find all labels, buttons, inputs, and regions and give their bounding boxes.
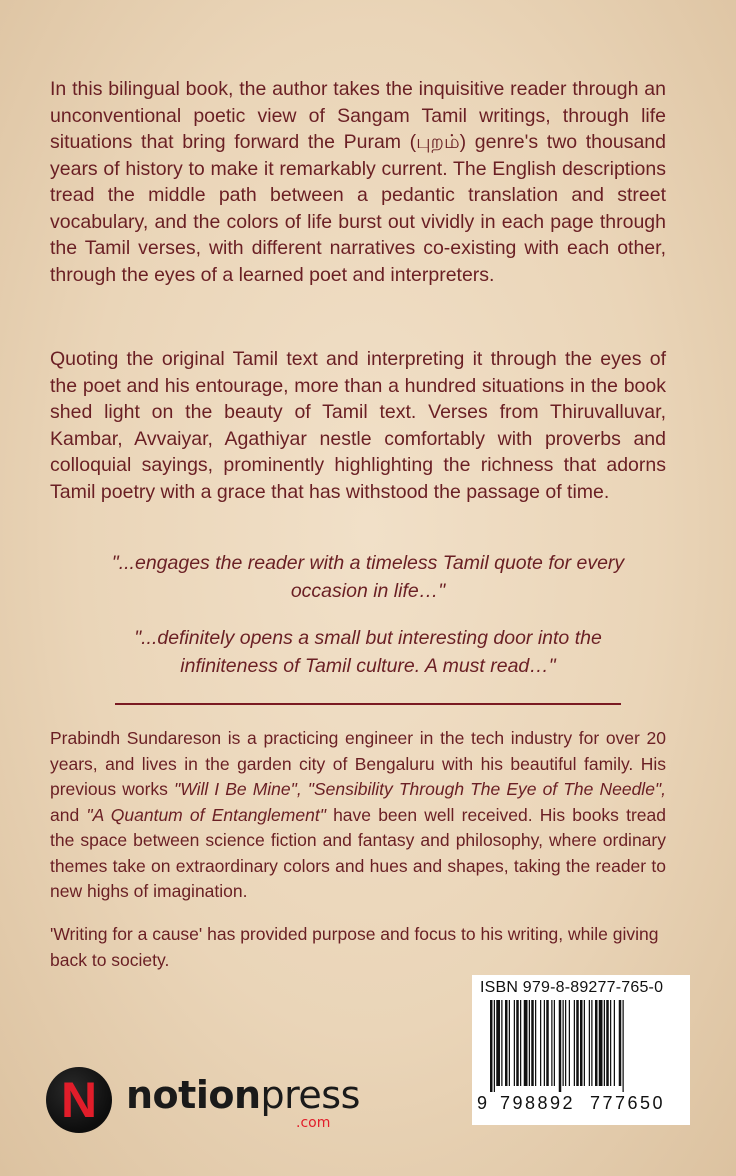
synopsis-paragraph-1: In this bilingual book, the author takes the inquisitive reader through an unconventional poetic view of Sangam Tamil writings, through life situations that bring forward the Puram (புறம்) genre's two thousand years of history to make it remarkably current. The English descriptions tread the middle path between a pedantic translation and street vocabulary, and the colors of life burst out vividly in each page through the Tamil verses, with different narratives co-existing with each other, through the eyes of a learned poet and interpreters. [50, 78, 666, 286]
author-bio-text-3: have been well received. His books tread the space between science fiction and fantasy and philosophy, where ordinary themes take on extraordinary colors and hues and shapes, taking the reader to new highs of imagination. [50, 804, 666, 901]
author-works-title-1: "Will I Be Mine", "Sensibility Through The Eye of The Needle", [174, 779, 666, 799]
barcode-digits-left: 798892 [500, 1093, 576, 1113]
isbn-barcode-box [472, 975, 690, 1125]
publisher-logo [46, 1061, 376, 1141]
review-quote-2: "...definitely opens a small but interesting door into the infiniteness of Tamil culture. A must read…" [134, 627, 602, 677]
notionpress-n-icon [46, 1067, 112, 1133]
isbn-label: ISBN 979-8-89277-765-0 [480, 979, 664, 996]
barcode-digit-first: 9 [477, 1093, 488, 1113]
publisher-name-regular: press [260, 1073, 360, 1117]
publisher-name [126, 1073, 360, 1117]
author-bio-text-1: Prabindh Sundareson is a practicing engineer in the tech industry for over 20 years, and lives in the garden city of Bengaluru with his beautiful family. His previous works [50, 728, 666, 799]
writing-for-cause-note: 'Writing for a cause' has provided purpose and focus to his writing, while giving back to society. [50, 924, 659, 970]
publisher-name-bold: notion [126, 1073, 261, 1117]
divider-rule [115, 703, 621, 705]
review-quote-1: "...engages the reader with a timeless Tamil quote for every occasion in life…" [111, 552, 625, 602]
author-bio-text-2: and [50, 804, 87, 825]
logo-letter: N [60, 1072, 98, 1128]
synopsis-paragraph-2: Quoting the original Tamil text and interpreting it through the eyes of the poet and his entourage, more than a hundred situations in the book shed light on the beauty of Tamil text. Verses from Thiruvalluvar, Kambar, Avvaiyar, Agathiyar nestle comfortably with proverbs and colloquial sayings, prominently highlighting the richness that adorns Tamil poetry with a grace that has withstood the passage of time. [50, 348, 666, 503]
publisher-domain: .com [296, 1115, 331, 1131]
barcode-icon [490, 1000, 674, 1092]
barcode-digits-right: 777650 [590, 1093, 666, 1113]
author-works-title-2: "A Quantum of Entanglement" [86, 804, 326, 825]
author-bio [50, 726, 666, 905]
